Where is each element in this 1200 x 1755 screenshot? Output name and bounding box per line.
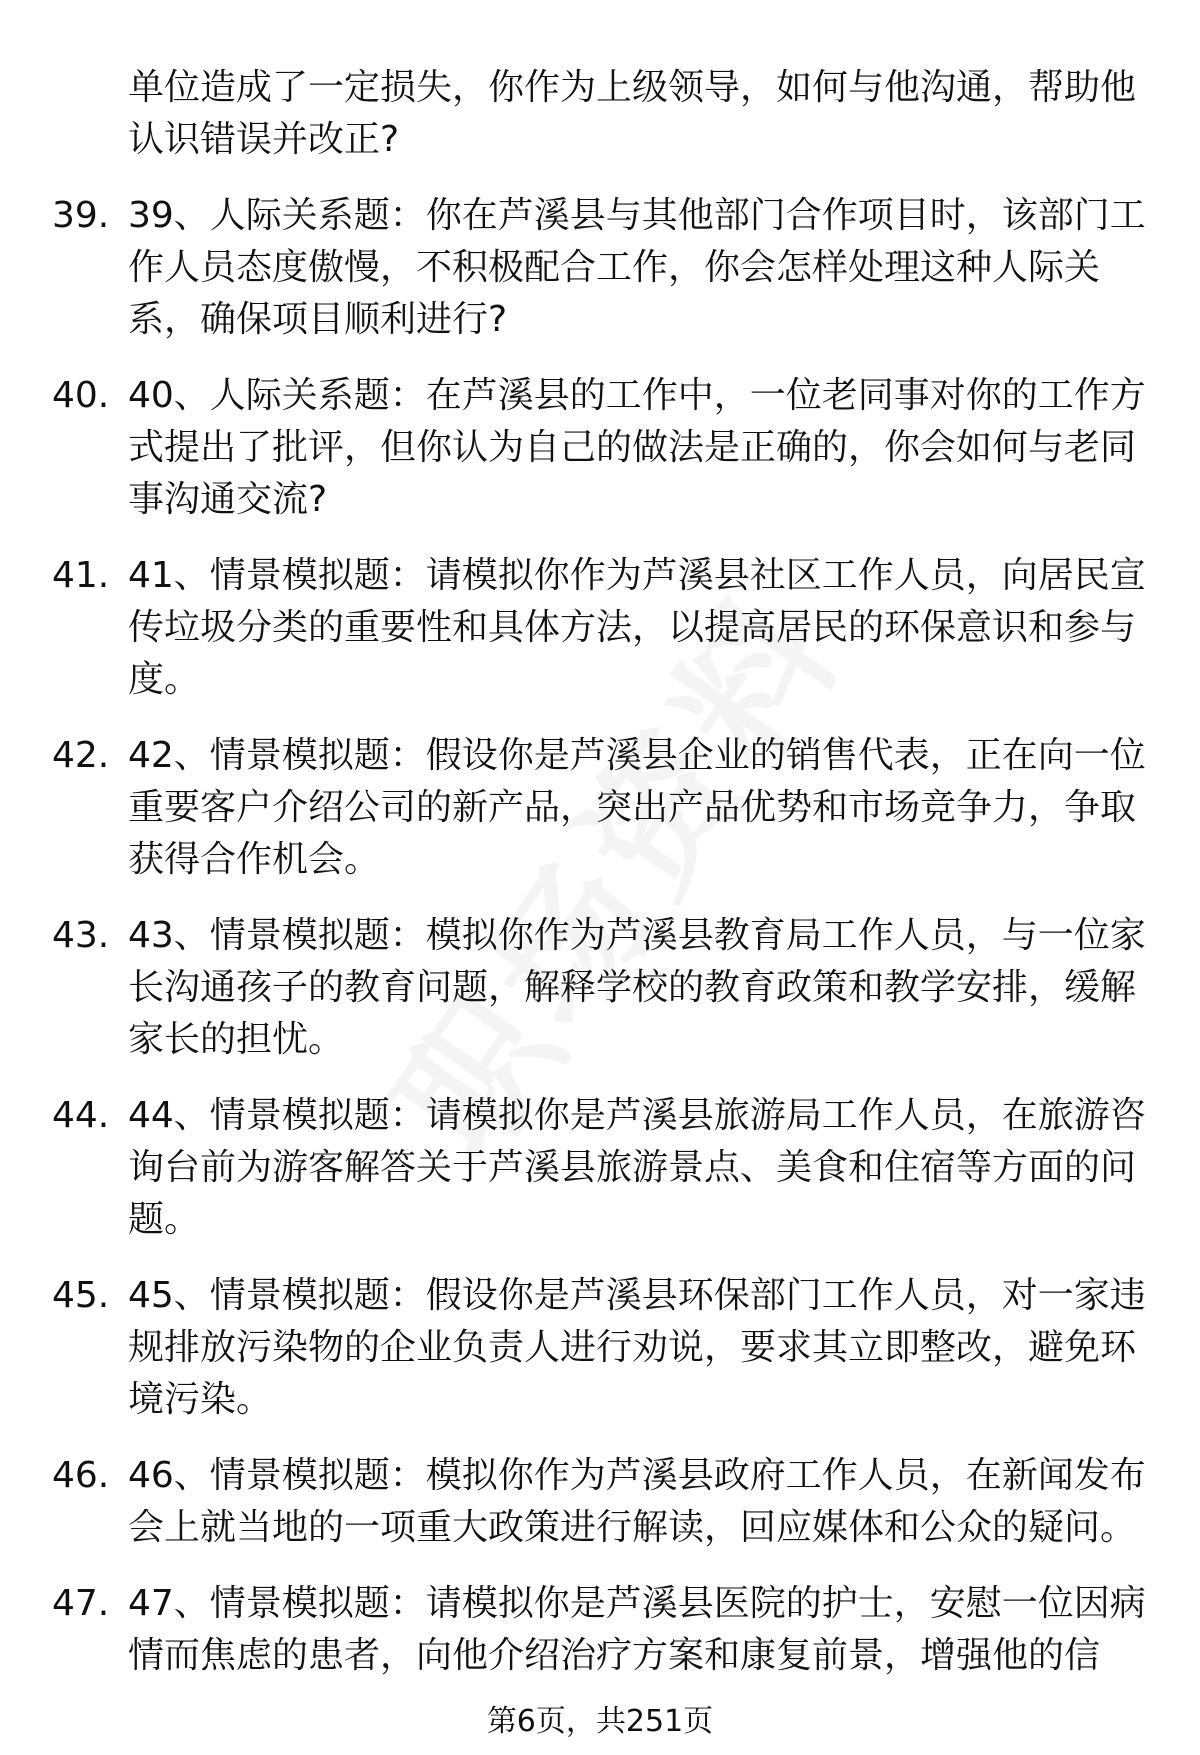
- item-number: 43.: [52, 915, 110, 956]
- item-text: 47、情景模拟题：请模拟你是芦溪县医院的护士，安慰一位因病情而焦虑的患者，向他介绍治疗方案和康复前景，增强他的信: [128, 1583, 1146, 1676]
- item-number: 40.: [52, 375, 110, 416]
- list-item: [0, 730, 1200, 910]
- list-item: [0, 1090, 1200, 1270]
- item-number: 45.: [52, 1275, 110, 1316]
- item-number: 41.: [52, 555, 110, 596]
- item-text: 39、人际关系题：你在芦溪县与其他部门合作项目时，该部门工作人员态度傲慢，不积极配合工作，你会怎样处理这种人际关系，确保项目顺利进行?: [128, 195, 1146, 340]
- list-item: [0, 1270, 1200, 1450]
- list-item: [0, 910, 1200, 1090]
- item-number: 47.: [52, 1583, 110, 1624]
- page-footer: 第6页，共251页: [486, 1704, 714, 1739]
- item-text: 44、情景模拟题：请模拟你是芦溪县旅游局工作人员，在旅游咨询台前为游客解答关于芦溪县旅游景点、美食和住宿等方面的问题。: [128, 1095, 1146, 1240]
- list-item: [0, 1450, 1200, 1578]
- continuation-text: 单位造成了一定损失，你作为上级领导，如何与他沟通，帮助他认识错误并改正?: [128, 67, 1137, 160]
- item-text: 45、情景模拟题：假设你是芦溪县环保部门工作人员，对一家违规排放污染物的企业负责人进行劝说，要求其立即整改，避免环境污染。: [128, 1275, 1146, 1420]
- item-text: 42、情景模拟题：假设你是芦溪县企业的销售代表，正在向一位重要客户介绍公司的新产品，突出产品优势和市场竞争力，争取获得合作机会。: [128, 735, 1146, 880]
- item-text: 40、人际关系题：在芦溪县的工作中，一位老同事对你的工作方式提出了批评，但你认为自己的做法是正确的，你会如何与老同事沟通交流?: [128, 375, 1146, 520]
- item-number: 46.: [52, 1455, 110, 1496]
- item-text: 43、情景模拟题：模拟你作为芦溪县教育局工作人员，与一位家长沟通孩子的教育问题，解释学校的教育政策和教学安排，缓解家长的担忧。: [128, 915, 1146, 1060]
- list-item: [0, 370, 1200, 550]
- list-item: [0, 550, 1200, 730]
- item-number: 39.: [52, 195, 110, 236]
- item-number: 44.: [52, 1095, 110, 1136]
- item-number: 42.: [52, 735, 110, 776]
- list-item: [0, 190, 1200, 370]
- list-item: [0, 1578, 1200, 1706]
- item-text: 46、情景模拟题：模拟你作为芦溪县政府工作人员，在新闻发布会上就当地的一项重大政策进行解读，回应媒体和公众的疑问。: [128, 1455, 1146, 1548]
- item-text: 41、情景模拟题：请模拟你作为芦溪县社区工作人员，向居民宣传垃圾分类的重要性和具体方法，以提高居民的环保意识和参与度。: [128, 555, 1146, 700]
- question-list: [0, 190, 1200, 1706]
